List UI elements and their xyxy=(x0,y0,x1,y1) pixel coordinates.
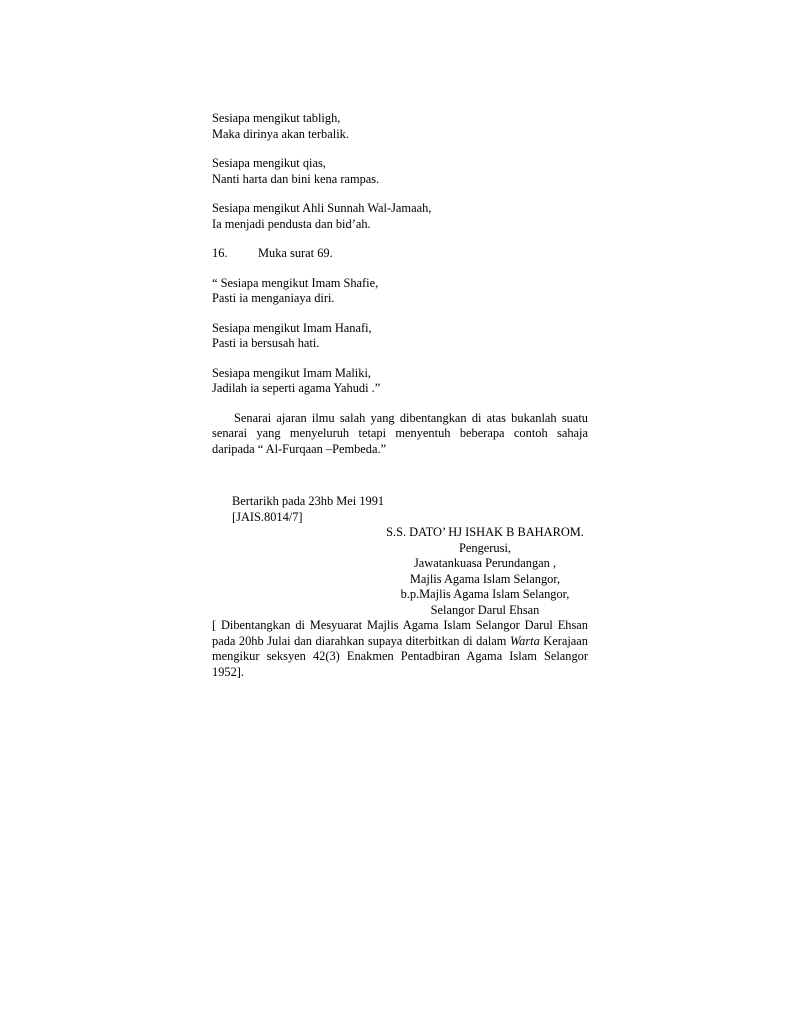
verse-line: Sesiapa mengikut tabligh, xyxy=(212,111,341,125)
signatory-name: S.S. DATO’ HJ ISHAK B BAHAROM. xyxy=(386,525,584,539)
reference-number: [JAIS.8014/7] xyxy=(232,509,303,524)
signatory-on-behalf: b.p.Majlis Agama Islam Selangor, xyxy=(400,587,570,601)
signatory-state: Selangor Darul Ehsan xyxy=(430,602,540,617)
item-label: Muka surat 69. xyxy=(258,246,333,260)
item-number: 16. xyxy=(212,246,228,260)
signatory-council: Majlis Agama Islam Selangor, xyxy=(409,571,561,586)
gazette-note-text-end: Kerajaan mengikur seksyen 42(3) Enakmen Pentadbiran Agama Islam Selangor 1952]. xyxy=(212,633,589,679)
stanza-imam-maliki xyxy=(212,366,588,397)
stanza-tabligh xyxy=(212,111,588,142)
signatory-committee: Jawatankuasa Perundangan , xyxy=(413,556,557,570)
verse-line: Maka dirinya akan terbalik. xyxy=(212,126,349,141)
verse-line: Pasti ia menganiaya diri. xyxy=(212,291,335,305)
verse-line: Ia menjadi pendusta dan bid’ah. xyxy=(212,216,371,231)
verse-line: Pasti ia bersusah hati. xyxy=(212,336,320,350)
verse-line: Nanti harta dan bini kena rampas. xyxy=(212,171,380,186)
gazette-note-text: [ Dibentangkan di Mesyuarat Majlis Agama Islam Selangor Darul Ehsan pada 20hb Julai dan diarahkan supaya diterbitkan di dalam xyxy=(212,618,588,648)
verse-line: Jadilah ia seperti agama Yahudi .” xyxy=(212,381,381,395)
stanza-qias xyxy=(212,156,588,187)
verse-line: Sesiapa mengikut qias, xyxy=(212,156,326,170)
numbered-item xyxy=(212,246,588,262)
gazette-note-italic: Warta xyxy=(509,633,540,648)
stanza-ahli-sunnah xyxy=(212,201,588,232)
signatory-title: Pengerusi, xyxy=(459,540,511,555)
verse-line: Sesiapa mengikut Ahli Sunnah Wal-Jamaah, xyxy=(212,201,432,215)
gazette-note xyxy=(212,618,588,680)
signature-block xyxy=(212,494,588,680)
summary-paragraph: Senarai ajaran ilmu salah yang dibentangkan di atas bukanlah suatu senarai yang menyeluruh tetapi menyentuh beberapa contoh sahaja daripada “ Al-Furqaan –Pembeda.” xyxy=(212,410,588,456)
verse-line: Sesiapa mengikut Imam Hanafi, xyxy=(212,320,372,335)
verse-line: Sesiapa mengikut Imam Maliki, xyxy=(212,365,371,380)
stanza-imam-shafie xyxy=(212,276,588,307)
verse-line: “ Sesiapa mengikut Imam Shafie, xyxy=(212,275,379,290)
document-body xyxy=(212,111,588,457)
dated-line: Bertarikh pada 23hb Mei 1991 xyxy=(232,494,385,508)
stanza-imam-hanafi xyxy=(212,321,588,352)
